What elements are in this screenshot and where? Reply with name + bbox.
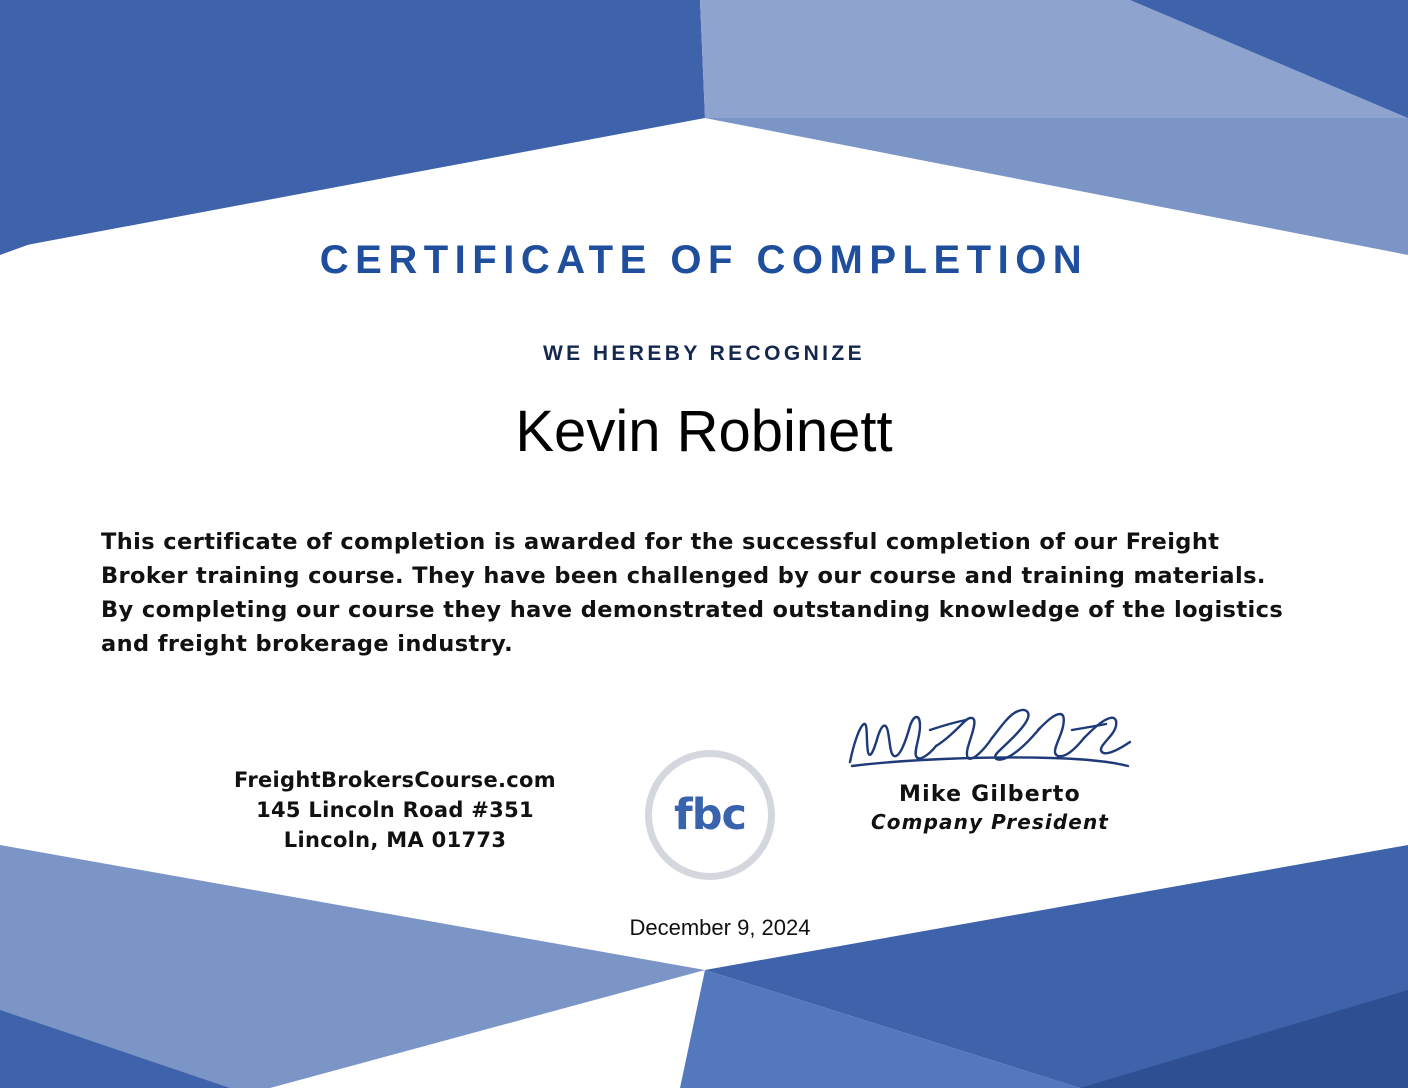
- organization-address-line1: 145 Lincoln Road #351: [256, 798, 534, 822]
- logo-text: fbc: [674, 790, 746, 840]
- organization-website: FreightBrokersCourse.com: [234, 768, 556, 792]
- fbc-logo: [645, 750, 775, 880]
- organization-address-line2: Lincoln, MA 01773: [283, 828, 507, 852]
- certificate-title: CERTIFICATE OF COMPLETION: [319, 238, 1089, 282]
- handwritten-signature-icon: [840, 700, 1140, 778]
- organization-address: [135, 765, 655, 855]
- signature-block: [830, 700, 1150, 834]
- completion-date: December 9, 2024: [629, 915, 811, 940]
- certificate-subtitle: WE HEREBY RECOGNIZE: [542, 342, 866, 365]
- recipient-name: Kevin Robinett: [515, 399, 893, 464]
- signatory-role: Company President: [871, 810, 1109, 834]
- certificate-body-text: This certificate of completion is awarded for the successful completion of our Freight Broker training course. They have been challenged by our course and training materials. By completing our course they have demonstrated outstanding knowledge of the logistics and freight brokerage industry.: [101, 529, 1284, 657]
- signatory-name: Mike Gilberto: [899, 782, 1081, 807]
